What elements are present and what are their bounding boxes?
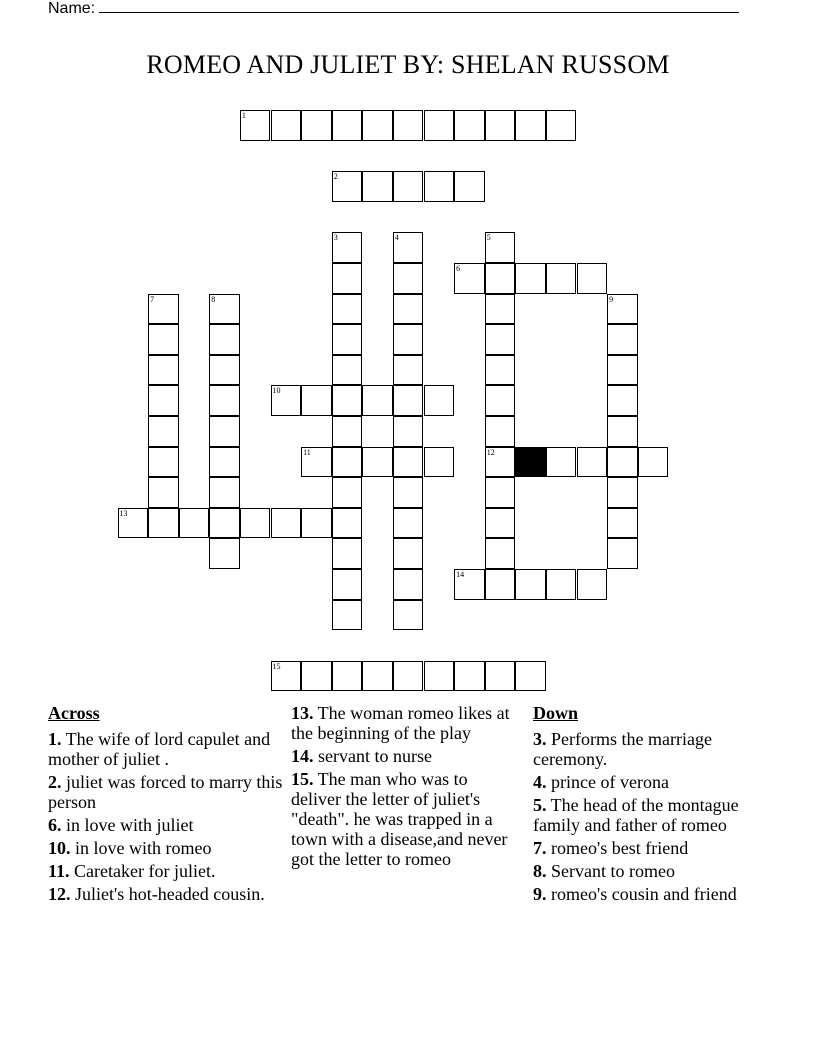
crossword-cell[interactable] [485,416,516,447]
crossword-cell[interactable] [362,447,393,478]
crossword-cell[interactable] [209,385,240,416]
cell-number: 11 [303,447,311,457]
crossword-cell[interactable] [638,447,669,478]
crossword-cell[interactable] [577,447,608,478]
crossword-cell[interactable] [332,263,363,294]
clue-text: The head of the montague family and father of romeo [533,795,739,835]
crossword-cell[interactable] [332,294,363,325]
clue-number: 11. [48,861,70,881]
clue-item [291,746,519,766]
crossword-cell[interactable] [607,294,638,325]
crossword-cell[interactable] [301,661,332,692]
crossword-cell[interactable] [393,661,424,692]
cell-number: 4 [394,233,399,243]
clue-text: Performs the marriage ceremony. [533,729,712,769]
crossword-cell[interactable] [485,569,516,600]
crossword-cell[interactable] [209,355,240,386]
clue-text: Servant to romeo [546,861,675,881]
clue-text: in love with juliet [61,815,194,835]
crossword-cell[interactable] [546,447,577,478]
clue-text: The wife of lord capulet and mother of juliet . [48,729,271,769]
cell-number: 9 [609,294,614,304]
down-heading: Down [533,703,579,723]
cell-number: 1 [241,111,246,120]
clue-number: 4. [533,772,547,792]
clue-item [533,772,773,792]
clue-number: 2. [48,772,62,792]
crossword-cell[interactable] [607,416,638,447]
crossword-cell[interactable] [607,355,638,386]
crossword-cell[interactable] [393,569,424,600]
cell-number: 10 [272,386,281,396]
crossword-cell[interactable] [332,110,363,141]
crossword-cell[interactable] [301,447,332,478]
crossword-cell[interactable] [362,110,393,141]
clue-item [533,795,773,835]
crossword-cell[interactable] [607,477,638,508]
clue-text: romeo's cousin and friend [546,884,737,904]
crossword-cell[interactable] [332,385,363,416]
clue-number: 8. [533,861,547,881]
clue-text: The man who was to deliver the letter of juliet's "death". he was trapped in a town with a disease,and never got the letter to romeo [291,769,508,869]
page-title: ROMEO AND JULIET BY: SHELAN RUSSOM [146,50,670,79]
cell-number: 8 [211,294,216,304]
clue-item [48,772,284,812]
clue-number: 5. [533,795,547,815]
crossword-cell[interactable] [118,508,149,539]
crossword-cell[interactable] [393,385,424,416]
crossword-cell[interactable] [546,110,577,141]
crossword-cell[interactable] [485,294,516,325]
clue-text: juliet was forced to marry this person [48,772,283,812]
crossword-cell[interactable] [424,447,455,478]
crossword-cell[interactable] [148,294,179,325]
crossword-cell[interactable] [148,385,179,416]
cell-number: 7 [150,294,155,304]
cell-number: 15 [272,661,281,671]
crossword-cell[interactable] [454,110,485,141]
cell-number: 6 [456,264,461,273]
clue-item [291,769,519,869]
cell-number: 12 [486,447,495,457]
across-clues [48,703,284,907]
crossword-cell[interactable] [515,661,546,692]
clue-number: 1. [48,729,62,749]
crossword-cell[interactable] [301,508,332,539]
clue-number: 7. [533,838,547,858]
crossword-cell[interactable] [485,538,516,569]
crossword-cell[interactable] [485,508,516,539]
crossword-cell[interactable] [271,508,302,539]
clue-text: servant to nurse [313,746,432,766]
crossword-cell[interactable] [301,110,332,141]
crossword-cell[interactable] [393,263,424,294]
crossword-cell[interactable] [485,232,516,263]
crossword-cell[interactable] [332,600,363,631]
clue-text: Caretaker for juliet. [69,861,216,881]
crossword-cell[interactable] [271,661,302,692]
crossword-cell[interactable] [485,324,516,355]
crossword-cell[interactable] [240,508,271,539]
name-label: Name: [48,0,96,17]
clue-item [533,884,773,904]
crossword-cell[interactable] [393,508,424,539]
clue-text: The woman romeo likes at the beginning of the play [291,703,510,743]
clue-item [533,838,773,858]
clue-text: romeo's best friend [546,838,689,858]
crossword-cell[interactable] [393,294,424,325]
crossword-cell[interactable] [209,294,240,325]
crossword-cell[interactable] [485,355,516,386]
clue-item [533,861,773,881]
crossword-cell[interactable] [515,110,546,141]
crossword-cell[interactable] [209,324,240,355]
clue-text: prince of verona [546,772,669,792]
clue-item [48,861,284,881]
crossword-cell[interactable] [485,477,516,508]
crossword-cell[interactable] [393,324,424,355]
crossword-cell[interactable] [332,508,363,539]
crossword-cell[interactable] [607,508,638,539]
crossword-cell[interactable] [485,447,516,478]
crossword-cell[interactable] [362,171,393,202]
crossword-cell[interactable] [332,569,363,600]
crossword-cell[interactable] [424,385,455,416]
clue-number: 15. [291,769,314,789]
crossword-cell[interactable] [393,447,424,478]
crossword-cell[interactable] [393,538,424,569]
crossword-cell[interactable] [271,385,302,416]
clue-number: 13. [291,703,314,723]
down-clues [533,703,773,907]
crossword-cell[interactable] [454,263,485,294]
black-square [515,447,546,478]
clue-number: 9. [533,884,547,904]
crossword-cell[interactable] [393,232,424,263]
crossword-cell[interactable] [332,232,363,263]
crossword-cell[interactable] [362,661,393,692]
cell-number: 13 [119,508,128,518]
clue-number: 6. [48,815,62,835]
crossword-cell[interactable] [301,385,332,416]
across-heading: Across [48,703,100,723]
crossword-cell[interactable] [362,385,393,416]
crossword-cell[interactable] [454,661,485,692]
crossword-cell[interactable] [393,110,424,141]
clue-number: 14. [291,746,314,766]
clue-number: 12. [48,884,71,904]
crossword-cell[interactable] [546,569,577,600]
crossword-cell[interactable] [485,263,516,294]
crossword-cell[interactable] [485,661,516,692]
crossword-cell[interactable] [546,263,577,294]
cell-number: 5 [486,233,491,243]
crossword-cell[interactable] [148,477,179,508]
crossword-cell[interactable] [424,661,455,692]
clue-item [48,729,284,769]
crossword-cell[interactable] [393,171,424,202]
crossword-cell[interactable] [454,171,485,202]
crossword-cell[interactable] [240,110,271,141]
cell-number: 14 [456,570,465,579]
crossword-cell[interactable] [148,355,179,386]
crossword-cell[interactable] [393,477,424,508]
crossword-cell[interactable] [332,171,363,202]
crossword-cell[interactable] [485,110,516,141]
clue-number: 10. [48,838,71,858]
crossword-cell[interactable] [393,416,424,447]
across-clues-continued [291,703,519,872]
crossword-cell[interactable] [577,263,608,294]
crossword-cell[interactable] [332,538,363,569]
crossword-cell[interactable] [209,477,240,508]
crossword-cell[interactable] [209,508,240,539]
clue-text: Juliet's hot-headed cousin. [70,884,265,904]
cell-number: 3 [333,233,338,243]
crossword-cell[interactable] [515,569,546,600]
crossword-cell[interactable] [332,416,363,447]
crossword-cell[interactable] [515,263,546,294]
crossword-cell[interactable] [577,569,608,600]
crossword-cell[interactable] [485,385,516,416]
crossword-cell[interactable] [607,538,638,569]
crossword-cell[interactable] [271,110,302,141]
clue-text: in love with romeo [70,838,212,858]
clue-number: 3. [533,729,547,749]
crossword-cell[interactable] [393,355,424,386]
crossword-cell[interactable] [393,600,424,631]
crossword-cell[interactable] [607,385,638,416]
crossword-cell[interactable] [607,447,638,478]
crossword-cell[interactable] [209,538,240,569]
clue-item [291,703,519,743]
crossword-cell[interactable] [424,171,455,202]
crossword-cell[interactable] [209,447,240,478]
crossword-cell[interactable] [332,447,363,478]
clue-item [48,838,284,858]
clue-item [533,729,773,769]
crossword-cell[interactable] [424,110,455,141]
crossword-cell[interactable] [454,569,485,600]
crossword-cell[interactable] [332,477,363,508]
crossword-cell[interactable] [148,416,179,447]
clue-item [48,815,284,835]
crossword-cell[interactable] [332,355,363,386]
clue-item [48,884,284,904]
crossword-cell[interactable] [332,661,363,692]
cell-number: 2 [333,172,338,182]
crossword-cell[interactable] [148,508,179,539]
crossword-cell[interactable] [209,416,240,447]
crossword-cell[interactable] [332,324,363,355]
crossword-cell[interactable] [148,447,179,478]
crossword-cell[interactable] [148,324,179,355]
crossword-cell[interactable] [179,508,210,539]
crossword-cell[interactable] [607,324,638,355]
